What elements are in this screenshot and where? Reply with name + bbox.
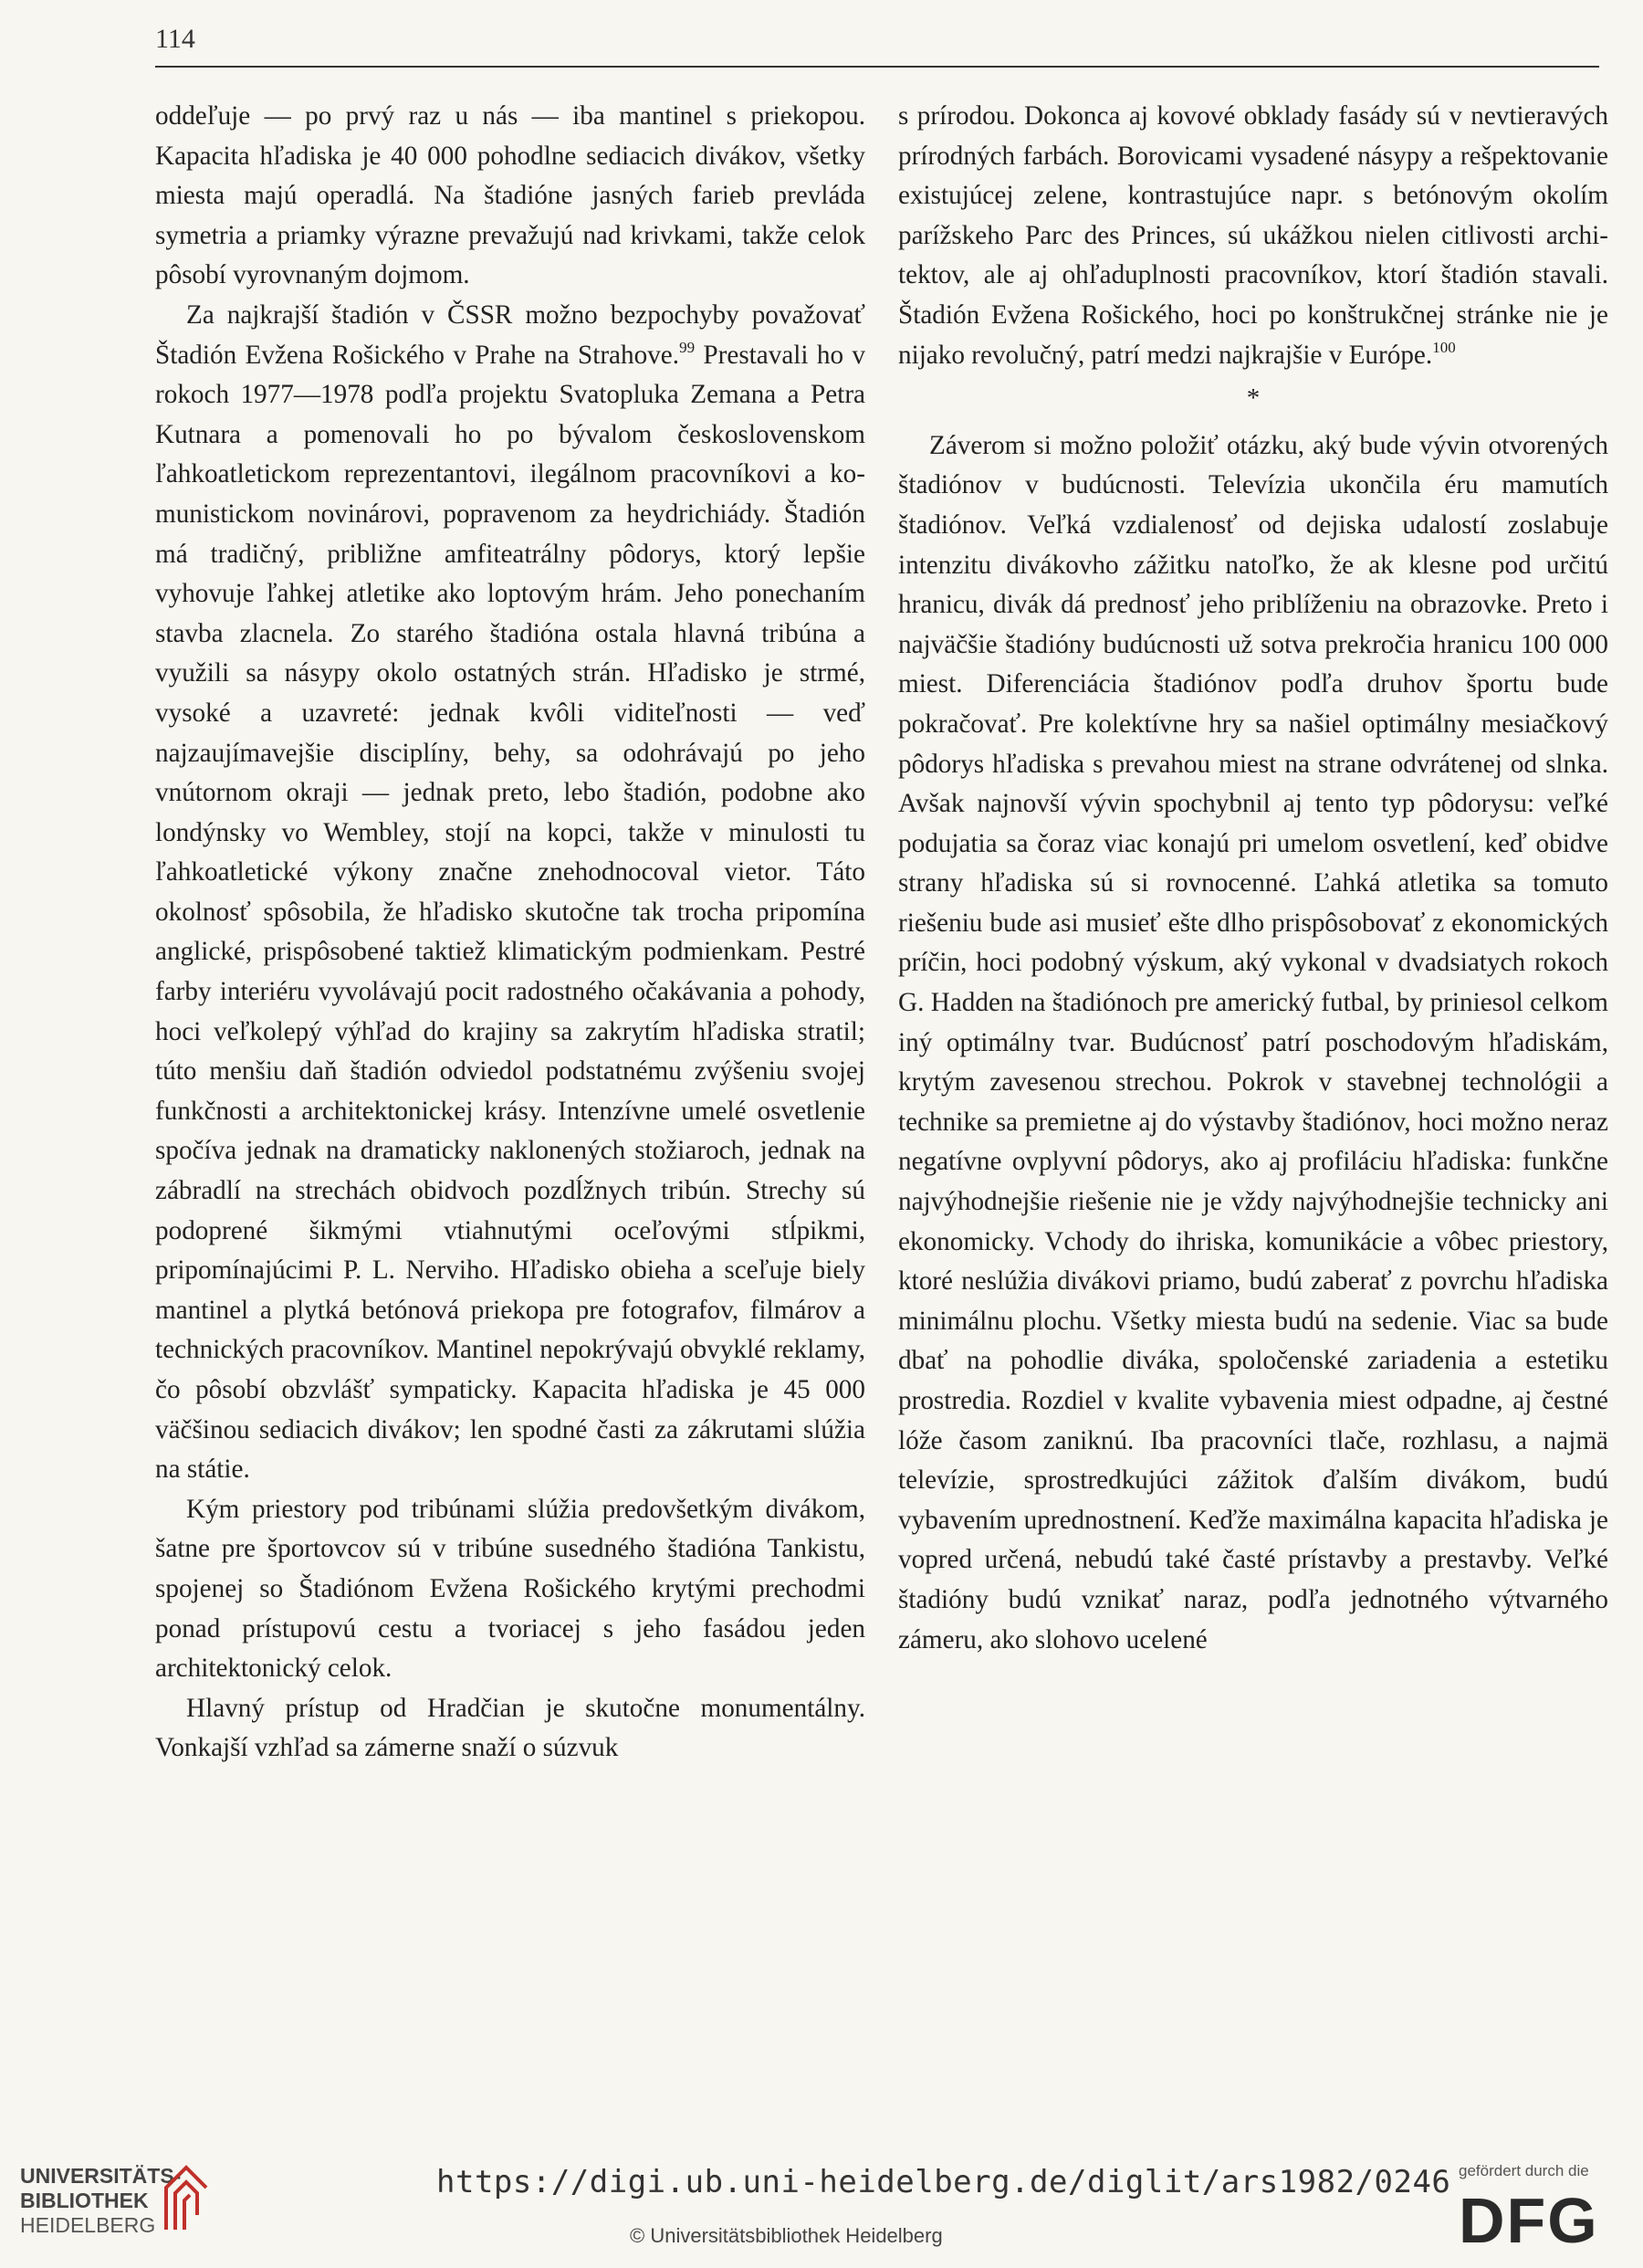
left-column: [155, 97, 865, 1769]
right-paragraph-1-text: s prírodou. Dokonca aj kovové obklady fasády sú v nevtieravých prírodných farbách. Borovicami vysadené násypy a rešpektovanie existujúcej zelene, kontrastujúce napr. s betónovým okolím parížskeho Parc des Princes, sú ukážkou nielen citlivosti architektov, ale aj ohľaduplnosti pracovníkov, ktorí štadión stavali. Štadión Evžena Rošického, hoci po konštrukčnej stránke nie je nijako revolučný, patrí medzi najkrajšie v Európe.: [898, 101, 1608, 370]
right-paragraph-1: [898, 97, 1608, 375]
left-paragraph-1: oddeľuje — po prvý raz u nás — iba mantinel s priekopou. Kapacita hľadiska je 40 000 pohodlne sediacich divákov, všetky miesta majú operadlá. Na štadióne jasných farieb prevláda symetria a priamky výrazne prevažujú nad krivkami, takže celok pôsobí vyrovnaným dojmom.: [155, 101, 865, 290]
right-paragraph-2: Záverom si možno položiť otázku, aký bude vývin otvorených štadiónov v budúcnosti. Televízia ukončila éru mamutích štadiónov. Veľká vzdialenosť od dejiska udalostí zoslabuje intenzitu divákovho zážitku natoľko, že ak klesne pod určitú hranicu, divák dá prednosť jeho priblíženiu na obrazovke. Preto i najväčšie štadióny budúcnosti už sotva prekročia hranicu 100 000 miest. Diferenciácia štadiónov podľa druhov športu bude pokračovať. Pre kolektívne hry sa našiel optimálny mesiačkový pôdorys hľadiska s prevahou miest na strane odvrátenej od slnka. Avšak najnovší vývin spochybnil aj tento typ pôdorysu: veľké podujatia sa čoraz viac konajú pri umelom osvetlení, keď obidve strany hľadiska sú si rovnocenné. Ľahká atletika sa tomuto riešeniu bude asi musieť ešte dlho prispôsobovať z ekonomických príčin, hoci podobný výskum, aký vykonal v dvadsiatych rokoch G. Hadden na štadiónoch pre americký futbal, by priniesol celkom iný optimálny tvar. Budúcnosť patrí poschodovým hľadiskám, krytým zavesenou strechou. Pokrok v stavebnej technológii a technike sa premietne aj do výstavby štadiónov, hoci možno neraz negatívne ovplyvní pôdorys, ako aj profiláciu hľadiska: funkčne najvýhodnejšie riešenie nie je vždy najvýhodnejšie technicky ani ekonomicky. Vchody do ihriska, komunikácie a vôbec priestory, ktoré neslúžia divákovi priamo, budú zaberať z povrchu hľadiska minimálnu plochu. Všetky miesta budú na sedenie. Viac sa bude dbať na pohodlie diváka, spoločenské zariadenia a estetiku prostredia. Rozdiel v kvalite vybavenia miest odpadne, aj čestné lóže časom zaniknú. Iba pracovníci tlače, rozhlasu, a najmä televízie, sprostredkujúci zážitok ďalším divákom, budú vybavením uprednostnení. Keďže maximálna kapacita hľadiska je vopred určená, nebudú také časté prístavby a prestavby. Veľké štadióny budú vznikať naraz, podľa jednotného výtvarného zámeru, ako slohovo ucelené: [898, 430, 1608, 1654]
left-paragraph-2: [155, 296, 865, 1490]
library-logo: [20, 2164, 181, 2238]
library-name-line-2: BIBLIOTHEK: [20, 2189, 149, 2212]
library-name-line-3: HEIDELBERG: [20, 2213, 156, 2237]
left-paragraph-2-text: Za najkrajší štadión v ČSSR možno bezpochyby považovať Štadión Evžena Rošického v Prahe na Strahove.: [155, 299, 865, 370]
library-name-line-1: UNIVERSITÄTS-: [20, 2164, 182, 2188]
footnote-marker-100: 100: [1432, 338, 1456, 356]
library-emblem-icon: [162, 2160, 210, 2233]
funding-note: gefördert durch die: [1459, 2162, 1589, 2179]
dfg-logo: DFG: [1459, 2185, 1599, 2256]
left-paragraph-4: Hlavný prístup od Hradčian je skutočne monumentálny. Vonkajší vzhľad sa zámerne snaží o súzvuk: [155, 1693, 865, 1763]
left-paragraph-2-tail: Prestavali ho v rokoch 1977—1978 podľa: [155, 340, 865, 410]
left-paragraph-3: Kým priestory pod tribúnami slúžia predovšetkým divákom, šatne pre športovcov sú v tribúne susedného štadióna Tankistu, spojenej so Štadiónom Evžena Rošického krytými prechodmi ponad prístupovú cestu a tvoriacej s jeho fasádou jeden architektonický celok.: [155, 1494, 865, 1684]
copyright-notice: © Universitätsbibliothek Heidelberg: [630, 2224, 943, 2247]
footnote-marker-99: 99: [679, 338, 696, 356]
footer-bar: [0, 2151, 1643, 2268]
permalink-url[interactable]: https://digi.ub.uni-heidelberg.de/diglit/ars1982/0246: [436, 2164, 1451, 2200]
left-paragraph-2-rest: projektu Svatopluka Zemana a Petra Kutnara a pomenovali ho po bývalom československom ľahkoatletickom reprezentantovi, ilegálnom pracovníkovi a komunistickom novinárovi, popravenom za heydrichiády. Štadión má tradičný, približne amfiteatrálny pôdorys, ktorý lepšie vyhovuje ľahkej atletike ako loptovým hrám. Jeho ponechaním stavba zlacnela. Zo starého štadióna ostala hlavná tribúna a využili sa násypy okolo ostatných strán. Hľadisko je strmé, vysoké a uzavreté: jednak kvôli viditeľnosti — veď najzaujímavejšie disciplíny, behy, sa odohrávajú po jeho vnútornom okraji — jednak preto, lebo štadión, podobne ako londýnsky vo Wembley, stojí na kopci, takže v minulosti tu ľahkoatletické výkony značne znehodnocoval vietor. Táto okolnosť spôsobila, že hľadisko skutočne tak trocha pripomína anglické, prispôsobené taktiež klimatickým podmienkam. Pestré farby interiéru vyvolávajú pocit radostného očakávania a pohody, hoci veľkolepý výhľad do krajiny sa zakrytím hľadiska stratil; túto menšiu daň štadión odviedol podstatnému zvýšeniu svojej funkčnosti a architektonickej krásy. Intenzívne umelé osvetlenie spočíva jednak na dramaticky naklonených stožiaroch, jednak na zábradlí na strechách obidvoch pozdĺžnych tribún. Strechy sú podoprené šikmými vtiahnutými oceľovými stĺpikmi, pripomínajúcimi P. L. Nerviho. Hľadisko obieha a sceľuje biely mantinel a plytká betónová priekopa pre fotografov, filmárov a technických pracovníkov. Mantinel nepokrývajú obvyklé reklamy, čo pôsobí obzvlášť sympaticky. Kapacita hľadiska je 45 000 väčšinou sediacich divákov; len spodné časti za zákrutami slúžia na státie.: [155, 380, 866, 1485]
header-rule: [155, 66, 1599, 68]
right-column: [898, 97, 1608, 1660]
page-number: 114: [155, 24, 195, 54]
section-separator: *: [1246, 383, 1261, 414]
